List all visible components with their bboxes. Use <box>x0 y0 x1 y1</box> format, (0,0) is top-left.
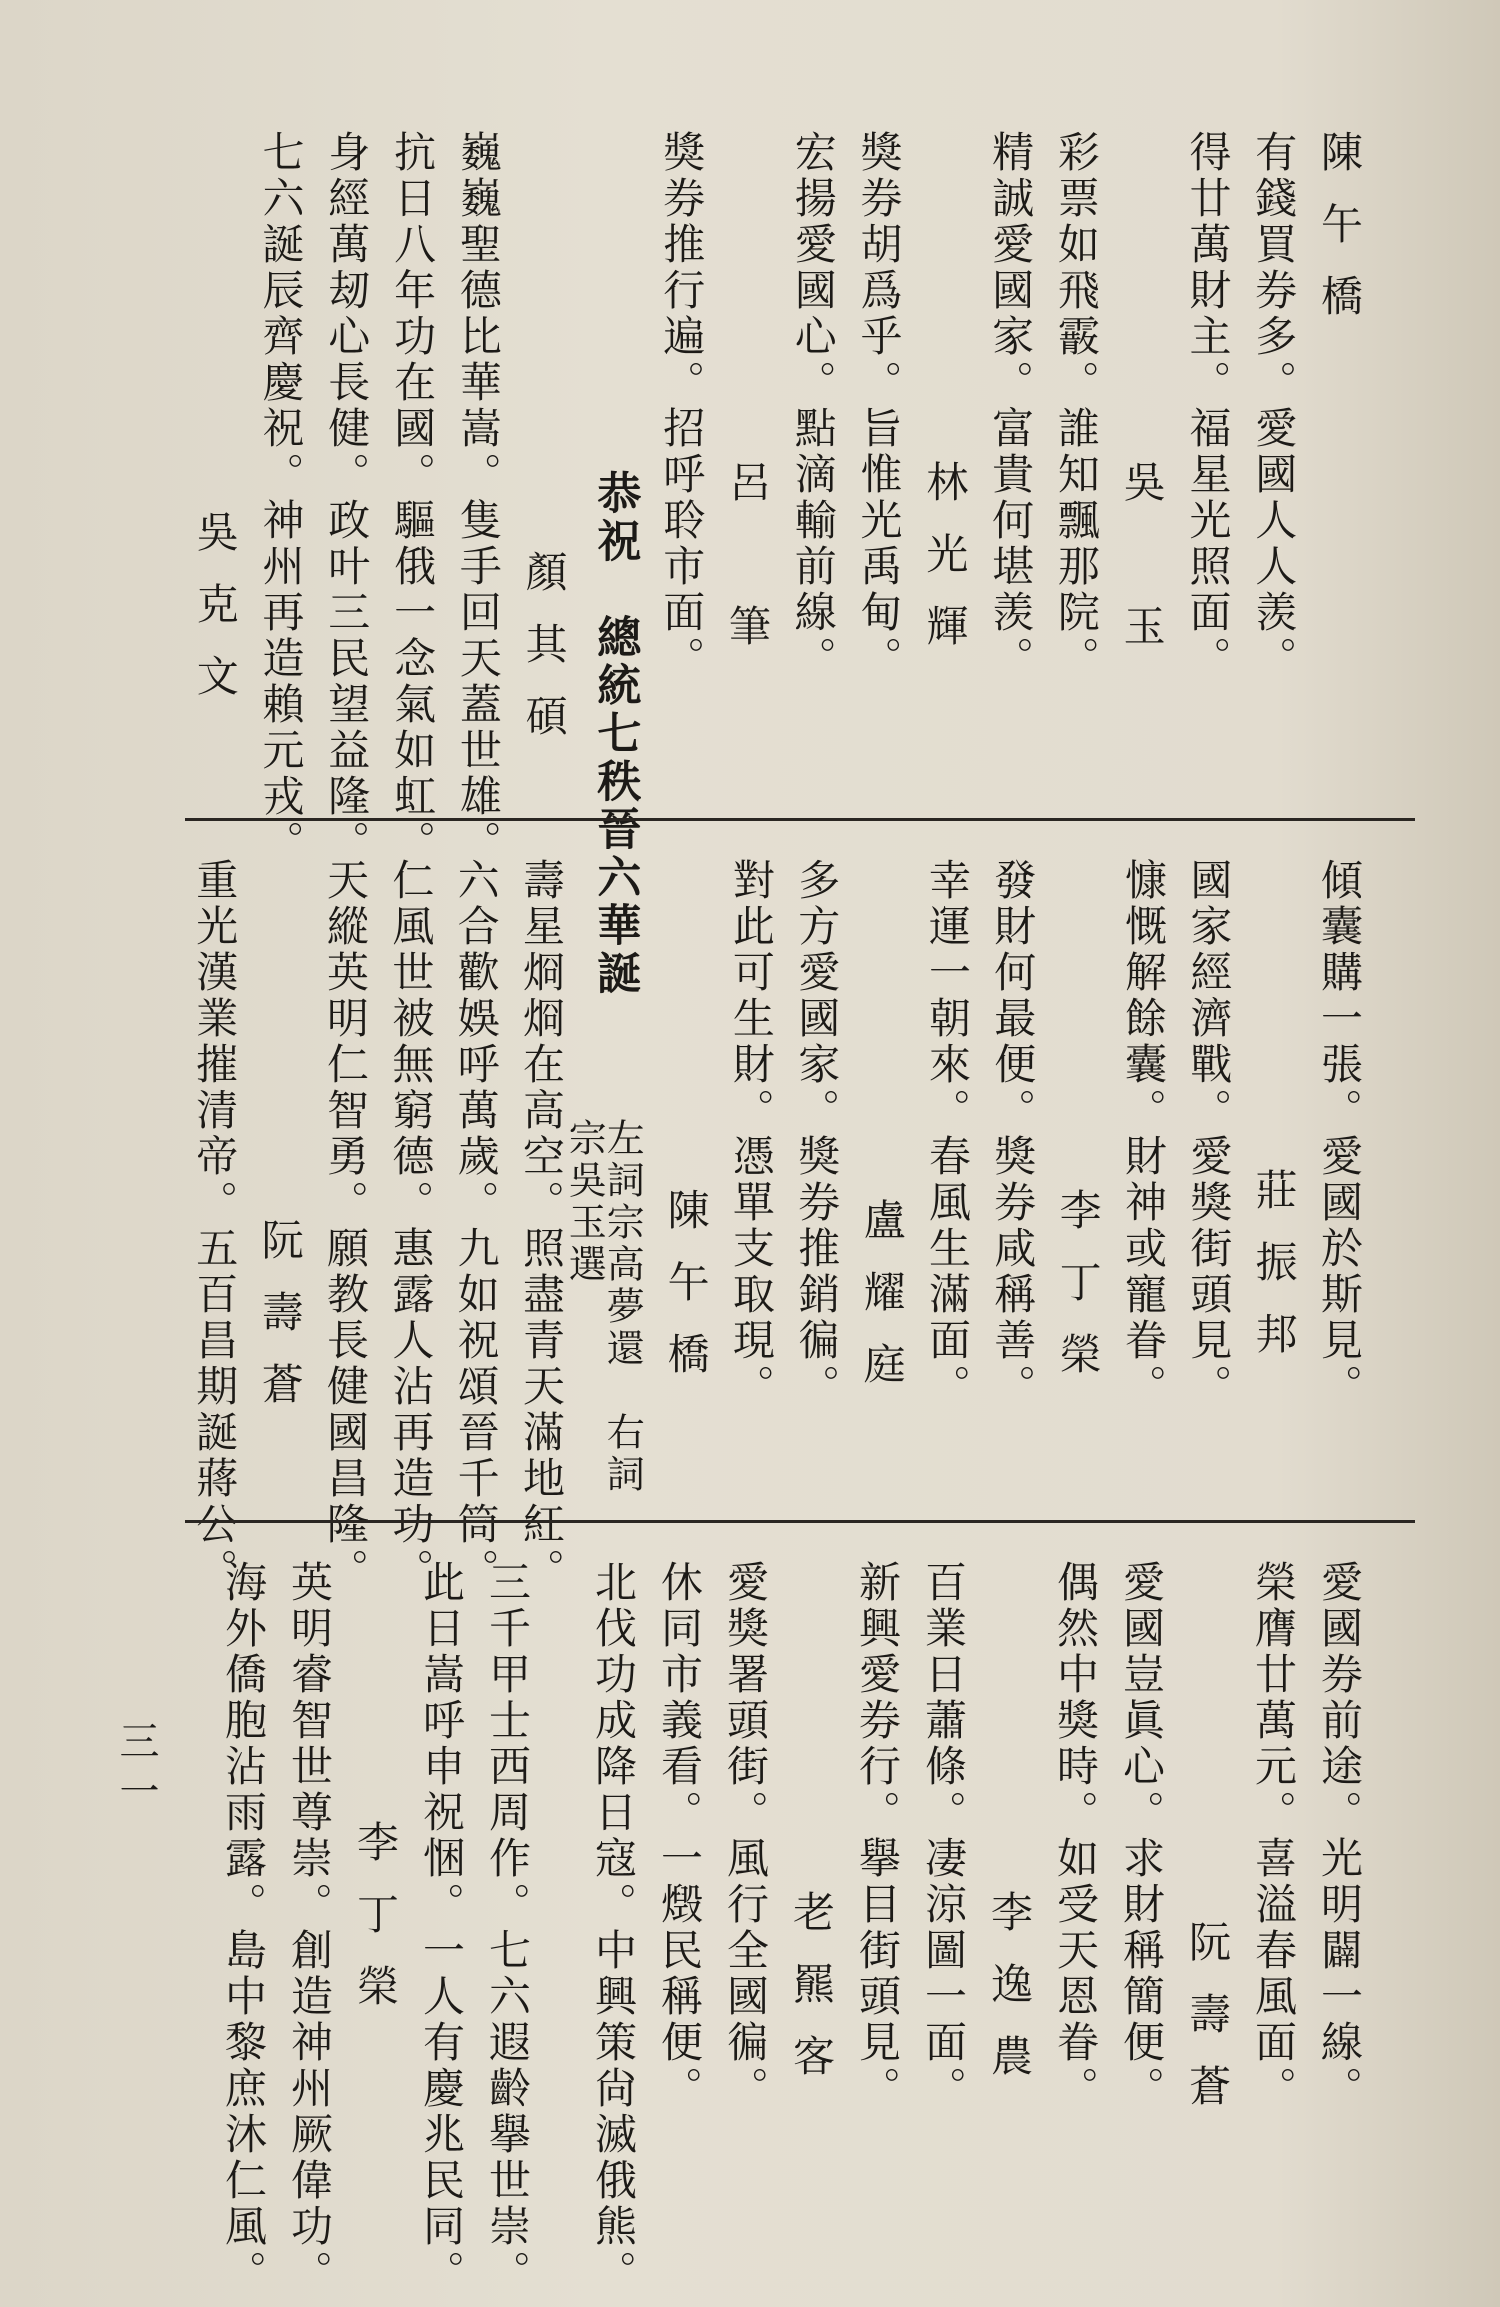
author-name: 李丁榮 <box>1053 1188 1103 1404</box>
divider-line <box>185 1520 1415 1523</box>
author-name: 林光輝 <box>920 460 970 676</box>
poem-line: 抗日八年功在國。驅俄一念氣如虹。 <box>388 130 438 866</box>
author-name: 吳 玉 <box>1117 460 1167 676</box>
poem-line: 身經萬刼心長健。政叶三民望益隆。 <box>322 130 372 866</box>
poem-line: 壽星烱烱在高空。照盡青天滿地紅。 <box>517 858 567 1594</box>
poem-line: 海外僑胞沾雨露。島中黎庶沐仁風。 <box>219 1560 268 2296</box>
author-name: 陳午橋 <box>1315 130 1364 346</box>
poem-line: 傾囊購一張。愛國於斯見。 <box>1315 858 1364 1410</box>
poem-line: 仁風世被無窮德。惠露人沾再造功。 <box>386 858 436 1594</box>
author-name: 李逸農 <box>985 1890 1034 2106</box>
poem-line: 偶然中獎時。如受天恩眷。 <box>1051 1560 1100 2112</box>
poem-line: 國家經濟戰。愛獎街頭見。 <box>1184 858 1234 1410</box>
author-name: 吳克文 <box>190 510 240 726</box>
section-top <box>170 130 1420 998</box>
poem-line: 愛國豈眞心。求財稱簡便。 <box>1117 1560 1166 2112</box>
author-name: 呂 筆 <box>722 460 772 676</box>
poem-line: 發財何最便。獎券咸稱善。 <box>988 858 1038 1410</box>
author-name: 盧耀庭 <box>857 1198 907 1414</box>
selectors-note: 左詞宗高夢還 右詞宗吳玉選 <box>562 1118 645 1496</box>
poem-line: 精誠愛國家。富貴何堪羡。 <box>986 130 1036 682</box>
section-middle <box>170 858 1420 1594</box>
author-name: 李丁榮 <box>351 1820 400 2036</box>
poem-line: 榮膺廿萬元。喜溢春風面。 <box>1249 1560 1298 2112</box>
poem-line: 幸運一朝來。春風生滿面。 <box>922 858 972 1410</box>
poem-line: 多方愛國家。獎券推銷徧。 <box>792 858 842 1410</box>
poem-line: 巍巍聖德比華嵩。隻手回天蓋世雄。 <box>453 130 503 866</box>
poem-line: 六合歡娛呼萬歲。九如祝頌晉千筒。 <box>451 858 501 1594</box>
poem-line: 百業日蕭條。凄涼圖一面。 <box>919 1560 968 2112</box>
poem-line: 愛獎署頭街。風行全國徧。 <box>721 1560 770 2112</box>
poem-line: 新興愛券行。擧目街頭見。 <box>853 1560 902 2112</box>
poem-line: 得廿萬財主。福星光照面。 <box>1183 130 1233 682</box>
poem-line: 宏揚愛國心。點滴輸前線。 <box>788 130 838 682</box>
poem-line: 有錢買券多。愛國人人羡。 <box>1249 130 1299 682</box>
author-name: 老羆客 <box>787 1890 836 2106</box>
poem-line: 愛國券前途。光明闢一線。 <box>1315 1560 1364 2112</box>
poem-line: 此日嵩呼申祝悃。一人有慶兆民同。 <box>417 1560 466 2296</box>
divider-line <box>185 818 1415 821</box>
poem-line: 彩票如飛霰。誰知飄那院。 <box>1051 130 1101 682</box>
author-name: 阮壽蒼 <box>255 1218 305 1434</box>
page-number: 三一 <box>113 1720 159 1820</box>
poem-line: 對此可生財。憑單支取現。 <box>726 858 776 1410</box>
poem-line: 三千甲士西周作。七六遐齡擧世崇。 <box>483 1560 532 2296</box>
poem-line: 英明睿智世尊崇。創造神州厥偉功。 <box>285 1560 334 2296</box>
author-name: 陳午橋 <box>661 1188 711 1404</box>
section-bottom <box>170 1560 1420 2296</box>
author-name: 阮壽蒼 <box>1183 1920 1232 2136</box>
poem-line: 獎券胡爲乎。旨惟光禹甸。 <box>854 130 904 682</box>
author-name: 莊振邦 <box>1249 1168 1299 1384</box>
poem-line: 北伐功成降日寇。中興策尙滅俄熊。 <box>589 1560 638 2296</box>
author-name: 顏其碩 <box>519 550 569 766</box>
section-title: 恭祝 總統七秩晉六華誕 <box>589 470 641 998</box>
poem-line: 七六誕辰齊慶祝。神州再造賴元戎。 <box>256 130 306 866</box>
poem-line: 休同市義看。一燬民稱便。 <box>655 1560 704 2112</box>
poem-line: 天縱英明仁智勇。願教長健國昌隆。 <box>320 858 370 1594</box>
poem-line: 重光漢業摧清帝。五百昌期誕蔣公。 <box>190 858 240 1594</box>
poem-line: 慷慨解餘囊。財神或寵眷。 <box>1118 858 1168 1410</box>
poem-line: 獎券推行遍。招呼聆市面。 <box>657 130 707 682</box>
